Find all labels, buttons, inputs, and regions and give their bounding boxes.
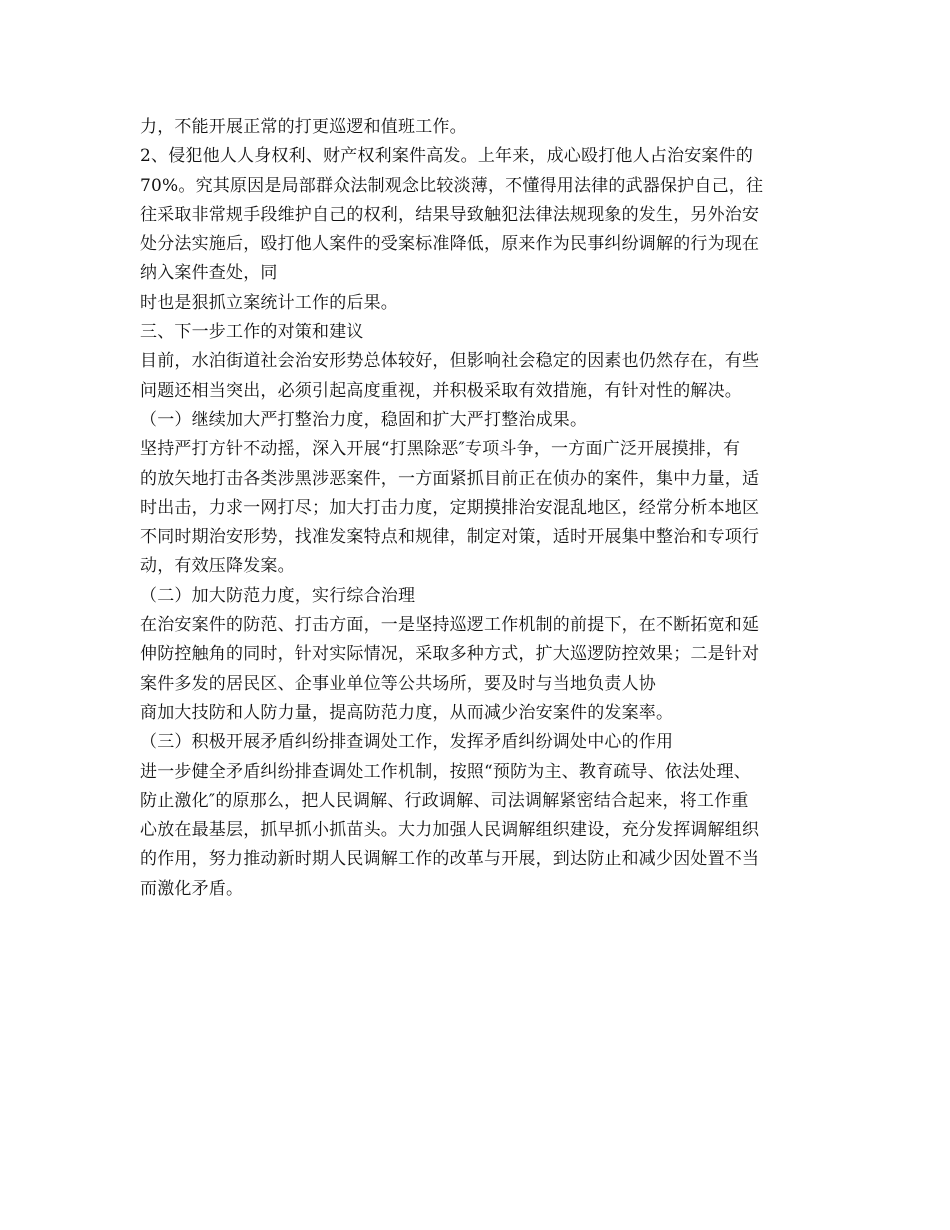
text-line: 三、下一步工作的对策和建议 (140, 322, 364, 343)
text-line: 防止激化″的原那么，把人民调解、行政调解、司法调解紧密结合起来，将工作重 (140, 790, 749, 811)
text-line: 案件多发的居民区、企事业单位等公共场所，要及时与当地负责人协 (140, 673, 656, 694)
document-body (140, 113, 820, 904)
text-line: 进一步健全矛盾纠纷排查调处工作机制，按照“预防为主、教育疏导、依法处理、 (140, 761, 751, 782)
text-line: 的放矢地打击各类涉黑涉恶案件，一方面紧抓目前正在侦办的案件，集中力量，适 (140, 468, 760, 489)
text-line: 目前，水泊街道社会治安形势总体较好，但影响社会稳定的因素也仍然存在，有些 (140, 351, 760, 372)
text-line: 动，有效压降发案。 (140, 556, 295, 577)
text-line: （二）加大防范力度，实行综合治理 (140, 585, 416, 606)
text-line: 力，不能开展正常的打更巡逻和值班工作。 (140, 117, 467, 137)
text-line: 往采取非常规手段维护自己的权利，结果导致触犯法律法规现象的发生，另外治安 (140, 204, 760, 225)
text-line: 伸防控触角的同时，针对实际情况，采取多种方式，扩大巡逻防控效果；二是针对 (140, 644, 760, 665)
text-line: 不同时期治安形势，找准发案特点和规律，制定对策，适时开展集中整治和专项行 (140, 527, 760, 548)
text-line: 坚持严打方针不动摇，深入开展“打黑除恶″专项斗争，一方面广泛开展摸排，有 (140, 439, 741, 460)
text-line: 问题还相当突出，必须引起高度重视，并积极采取有效措施，有针对性的解决。 (140, 380, 742, 401)
text-line: （一）继续加大严打整治力度，稳固和扩大严打整治成果。 (140, 409, 588, 430)
text-line: 纳入案件查处，同 (140, 263, 278, 284)
text-line: 时也是狠抓立案统计工作的后果。 (140, 292, 398, 313)
text-line: 在治安案件的防范、打击方面，一是坚持巡逻工作机制的前提下，在不断拓宽和延 (140, 615, 760, 636)
text-line: 70%。究其原因是局部群众法制观念比较淡薄，不懂得用法律的武器保护自己，往 (140, 175, 764, 196)
text-line: （三）积极开展矛盾纠纷排查调处工作，发挥矛盾纠纷调处中心的作用 (140, 732, 674, 753)
text-line: 处分法实施后，殴打他人案件的受案标准降低，原来作为民事纠纷调解的行为现在 (140, 234, 760, 255)
text-line: 而激化矛盾。 (140, 878, 244, 899)
text-line: 时出击，力求一网打尽；加大打击力度，定期摸排治安混乱地区，经常分析本地区 (140, 497, 760, 518)
text-line: 的作用，努力推动新时期人民调解工作的改革与开展，到达防止和减少因处置不当 (140, 849, 760, 870)
text-line: 2、侵犯他人人身权利、财产权利案件高发。上年来，成心殴打他人占治安案件的 (140, 146, 754, 167)
text-line: 商加大技防和人防力量，提高防范力度，从而减少治安案件的发案率。 (140, 702, 674, 723)
text-line: 心放在最基层，抓早抓小抓苗头。大力加强人民调解组织建设，充分发挥调解组织 (140, 820, 760, 841)
